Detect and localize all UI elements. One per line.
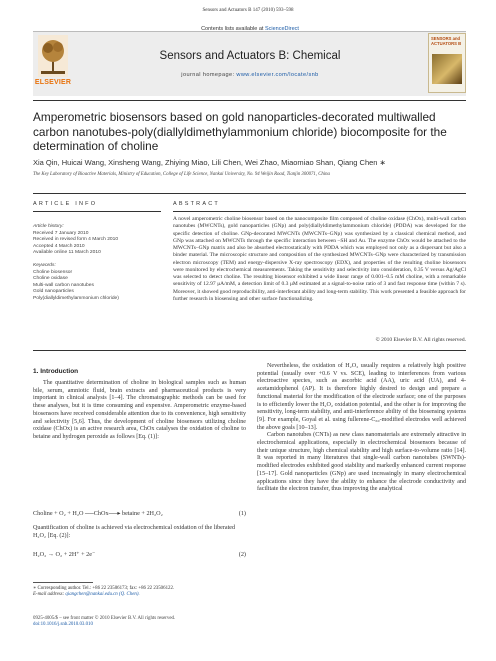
right-column: [257, 363, 466, 494]
abstract-rule: [173, 211, 466, 212]
info-rule: [33, 211, 161, 212]
journal-homepage: [110, 72, 390, 78]
keyword: Choline oxidase: [33, 276, 68, 282]
history-label: Article history:: [33, 224, 64, 229]
affiliation: The Key Laboratory of Bioactive Materials, Ministry of Education, College of Life Science, Nankai University, No. 94 Weijin Road, Tianjin 300071, China: [33, 172, 330, 177]
contents-line: [150, 26, 350, 32]
doi-link[interactable]: doi:10.1016/j.snb.2010.03.010: [33, 622, 93, 628]
issn-block: [33, 616, 283, 628]
abstract-heading: ABSTRACT: [173, 201, 220, 207]
equation-2-text: H₂O₂ → O₂ + 2H⁺ + 2e⁻: [33, 551, 96, 558]
contents-prefix: Contents lists available at: [201, 26, 265, 32]
article-info-block: [33, 224, 161, 303]
keyword: Multi-wall carbon nanotubes: [33, 282, 94, 288]
keywords-label: Keywords:: [33, 262, 56, 268]
equation-1-number: (1): [238, 510, 246, 517]
footnote-rule: [33, 582, 93, 583]
right-para-1: Nevertheless, the oxidation of H₂O₂ usually requires a relatively high positive potential (usually over +0.6 V vs. SCE), leading to interferences from various electroactive species, such as ascorbic acid (AA), uric acid (UA), and 4-acetamidophenol (AP). It is therefore highly desired to design and prepare a functional material for the modification of the electrode surface; one of the purposes is to efficiently lower the H₂O₂ oxidation potential, and the other is for improving the sensitivity, long-term stability, and anti-interference ability of the biosensing systems [9]. For example, Goyal et al. using fullerene-C₆₀-modified electrodes well achieved the above goals [10–13].: [257, 363, 466, 431]
equation-2-number: (2): [238, 551, 246, 558]
running-head: Sensors and Actuators B 147 (2010) 593–598: [202, 8, 294, 13]
abstract-divider: [33, 350, 466, 351]
homepage-label: journal homepage:: [181, 72, 237, 78]
publisher-wordmark: ELSEVIER: [34, 79, 72, 86]
article-title: Amperometric biosensors based on gold nanoparticles-decorated multiwalled carbon nanotubes-poly(diallyldimethylammonium chloride) biocomposite for the determination of choline: [33, 110, 447, 153]
elsevier-logo[interactable]: [34, 33, 72, 91]
footnote: [33, 586, 246, 598]
abstract-text: A novel amperometric choline biosensor based on the nanocomposite film composed of choline oxidase (ChOx), multi-wall carbon nanotubes (MWCNTs), gold nanoparticles (GNp) and poly(diallyldimethylammonium chloride) (PDDA) was developed for the specific detection of choline. GNp-decorated MWCNTs (MWCNTs–GNp) was synthesized by a classical chemical method, and GNp was attached on MWCNTs through the specific interaction between –SH and Au. The enzyme ChOx would be attached to the MWCNTs–GNp matrix and also be absorbed electrostatically with PDDA which was employed not only as a dispersant but also a binder material. The microscopic structure and composition of the synthesized MWCNTs–GNp were characterized by transmission electron microscopy (TEM) and energy-dispersive X-ray spectroscopy (EDX), and properties of the resulting choline biosensors were monitored by electrochemical measurements. Taking the sensitivity and selectivity into consideration, 0.35 V versus Ag/AgCl was selected to detect choline. The resulting biosensor exhibited a wide linear range of 0.001–0.5 mM choline, with a remarkable sensitivity of 12.97 μA/mM, a detection limit of 0.3 μM estimated at a signal-to-noise ratio of 3 and fast response time (within 7 s). Moreover, it showed good reproducibility, anti-interferant ability and long-term stability. This work presented a feasible approach for further research in biosensing and other surface functionalizing.: [173, 216, 466, 302]
keyword: Poly(diallyldimethylammonium chloride): [33, 295, 119, 301]
right-para-2: Carbon nanotubes (CNTs) as new class nanomaterials are extremely attractive in electrochemical applications, especially in electrochemical biosensors because of their unique structure, high chemical stability and high surface-to-volume ratio [14]. It was reported in many literatures that single-wall carbon nanotubes (SWNTs)-modified electrodes exhibited good stability and markedly enhanced current response [15–17]. Gold nanoparticles (GNp) are used increasingly in many electrochemical applications since they have the ability to enhance the electrode conductivity and facilitate the electron transfer, thus improving the analytical: [257, 432, 466, 493]
intro-para-1: The quantitative determination of choline in biological samples such as human bile, serum, amniotic fluid, brain extracts and pharmaceutical products is very important in clinical analysis [1–4]. The chromatographic methods can be used for these analyses, but it is time consuming and expensive. Amperometric enzyme-based biosensors have received considerable attention due to its convenience, high sensitivity and selectivity [5,6]. Thus, the development of choline biosensors utilizing choline oxidase (ChOx) is an active research area, ChOx catalyses the oxidation of choline to betaine and hydrogen peroxide as follows [Eq. (1)]:: [33, 380, 246, 440]
equation-2: [33, 551, 246, 558]
email-label: E-mail address:: [33, 592, 66, 598]
keyword: Choline biosensor: [33, 269, 73, 275]
sciencedirect-link[interactable]: ScienceDirect: [264, 26, 299, 32]
journal-cover-thumbnail[interactable]: [428, 33, 466, 93]
equation-1: [33, 510, 246, 517]
intro-paragraph: [33, 380, 246, 442]
history-item: Available online 11 March 2010: [33, 250, 101, 256]
journal-header-band: [33, 31, 466, 96]
section-heading: 1. Introduction: [33, 368, 79, 375]
corresponding-author: ∗ Corresponding author. Tel.: +86 22 23506173; fax: +86 22 23506122.: [33, 586, 175, 591]
issn-line: 0925-4005/$ – see front matter © 2010 Elsevier B.V. All rights reserved.: [33, 616, 176, 621]
homepage-link[interactable]: www.elsevier.com/locate/snb: [236, 72, 319, 78]
history-item: Received 7 January 2010: [33, 230, 89, 236]
equation-lead-in: Quantification of choline is achieved via electrochemical oxidation of the liberated H₂O₂ [Eq. (2)]:: [33, 525, 236, 539]
cover-image: [432, 54, 462, 84]
equation-1-text: Choline + O₂ + H₂O ──ChOx──▸ betaine + 2H₂O₂: [33, 510, 163, 517]
author-list: Xia Qin, Huicai Wang, Xinsheng Wang, Zhiying Miao, Lili Chen, Wei Zhao, Miaomiao Shan, Qiang Chen ∗: [33, 158, 386, 167]
email-link[interactable]: qiangchen@nankai.edu.cn (Q. Chen).: [65, 592, 140, 598]
history-item: Received in revised form 4 March 2010: [33, 237, 119, 243]
history-item: Accepted 4 March 2010: [33, 243, 85, 249]
title-divider: [33, 193, 466, 194]
article-info-heading: ARTICLE INFO: [33, 201, 98, 207]
keyword: Gold nanoparticles: [33, 289, 74, 295]
cover-title: SENSORS and ACTUATORS B: [431, 36, 462, 46]
header-divider: [33, 100, 466, 101]
journal-title: Sensors and Actuators B: Chemical: [159, 50, 341, 62]
elsevier-tree-icon: [38, 35, 68, 77]
copyright-line: © 2010 Elsevier B.V. All rights reserved.: [375, 337, 466, 343]
